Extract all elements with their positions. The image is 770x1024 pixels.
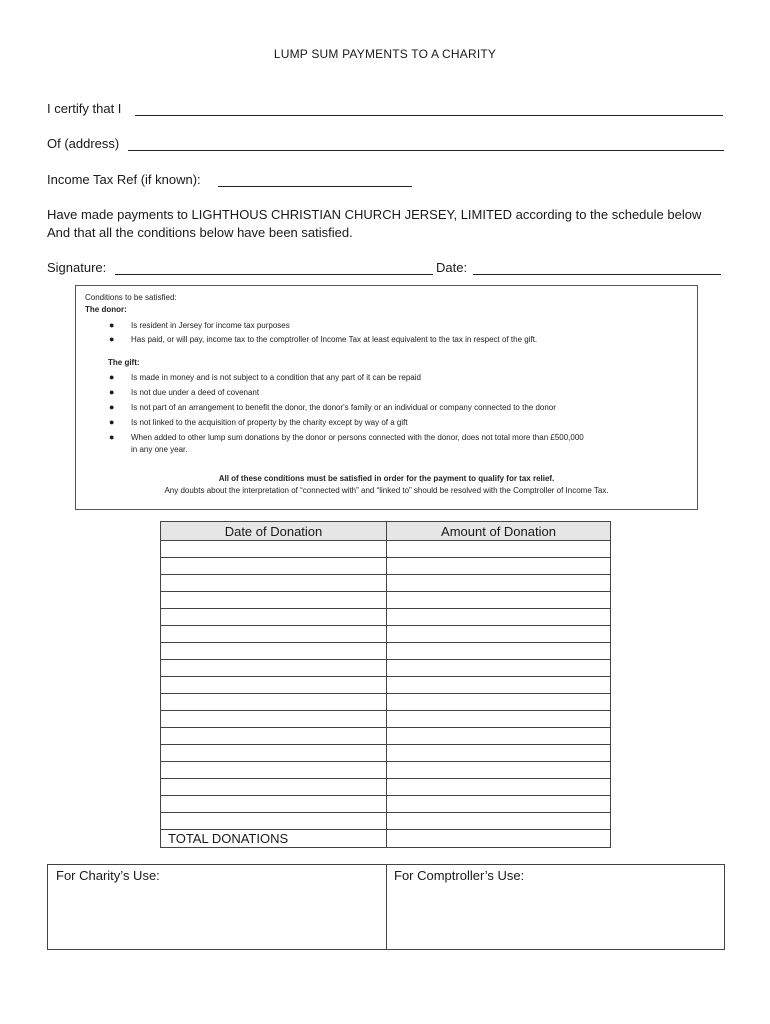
total-donations-label: TOTAL DONATIONS: [161, 830, 387, 848]
table-row: [161, 711, 611, 728]
donation-amount-cell[interactable]: [387, 711, 611, 728]
donation-date-cell[interactable]: [161, 541, 387, 558]
certify-label: I certify that I: [47, 101, 122, 116]
donation-date-cell[interactable]: [161, 575, 387, 592]
declaration-line-2: And that all the conditions below have been satisfied.: [47, 225, 353, 240]
table-row: [161, 626, 611, 643]
donation-date-cell[interactable]: [161, 813, 387, 830]
gift-condition-1: Is made in money and is not subject to a condition that any part of it can be repaid: [131, 373, 421, 382]
table-row: [161, 762, 611, 779]
table-row: [161, 643, 611, 660]
tax-ref-label: Income Tax Ref (if known):: [47, 172, 201, 187]
table-row: [161, 677, 611, 694]
donation-amount-cell[interactable]: [387, 745, 611, 762]
gift-condition-5-continued: in any one year.: [131, 445, 188, 454]
amount-of-donation-header: Amount of Donation: [387, 522, 611, 541]
table-row: [161, 541, 611, 558]
donation-date-cell[interactable]: [161, 660, 387, 677]
bullet-icon: ●: [109, 387, 115, 397]
comptroller-use-label: For Comptroller’s Use:: [394, 868, 525, 883]
date-field[interactable]: [473, 274, 721, 275]
bullet-icon: ●: [109, 334, 115, 344]
donation-amount-cell[interactable]: [387, 779, 611, 796]
donation-amount-cell[interactable]: [387, 728, 611, 745]
table-row: [161, 575, 611, 592]
total-donations-amount-cell[interactable]: [387, 830, 611, 848]
bullet-icon: ●: [109, 417, 115, 427]
total-row: [161, 830, 611, 848]
table-row: [161, 558, 611, 575]
table-row: [161, 592, 611, 609]
charity-use-label: For Charity’s Use:: [56, 868, 160, 883]
date-label: Date:: [436, 260, 468, 275]
donor-heading: The donor:: [85, 305, 127, 314]
donation-date-cell[interactable]: [161, 643, 387, 660]
donation-date-cell[interactable]: [161, 745, 387, 762]
form-title: LUMP SUM PAYMENTS TO A CHARITY: [273, 47, 497, 61]
donor-condition-2: Has paid, or will pay, income tax to the comptroller of Income Tax at least equivalent to the tax in respect of the gift.: [131, 335, 538, 344]
donation-date-cell[interactable]: [161, 592, 387, 609]
donation-amount-cell[interactable]: [387, 643, 611, 660]
donation-date-cell[interactable]: [161, 779, 387, 796]
conditions-heading: Conditions to be satisfied:: [85, 293, 177, 302]
table-row: [161, 728, 611, 745]
donations-table: [160, 521, 611, 848]
donation-date-cell[interactable]: [161, 762, 387, 779]
donation-amount-cell[interactable]: [387, 694, 611, 711]
table-row: [161, 779, 611, 796]
bullet-icon: ●: [109, 402, 115, 412]
conditions-box: [75, 285, 698, 510]
donation-amount-cell[interactable]: [387, 677, 611, 694]
address-label: Of (address): [47, 136, 120, 151]
conditions-note-bold: All of these conditions must be satisfied in order for the payment to qualify for tax relief.: [218, 474, 555, 483]
donation-amount-cell[interactable]: [387, 609, 611, 626]
declaration-line-1: Have made payments to LIGHTHOUS CHRISTIAN CHURCH JERSEY, LIMITED according to the schedule below: [47, 207, 702, 222]
table-row: [161, 694, 611, 711]
donation-date-cell[interactable]: [161, 796, 387, 813]
donation-amount-cell[interactable]: [387, 575, 611, 592]
conditions-note: Any doubts about the interpretation of “connected with” and “linked to” should be resolved with the Comptroller of Income Tax.: [164, 486, 609, 495]
donation-amount-cell[interactable]: [387, 813, 611, 830]
tax-ref-field[interactable]: [218, 186, 412, 187]
date-of-donation-header: Date of Donation: [161, 522, 387, 541]
table-row: [161, 609, 611, 626]
donation-amount-cell[interactable]: [387, 592, 611, 609]
donation-date-cell[interactable]: [161, 558, 387, 575]
donation-date-cell[interactable]: [161, 728, 387, 745]
gift-condition-5: When added to other lump sum donations by the donor or persons connected with the donor, does not total more than £500,000: [131, 433, 584, 442]
certify-name-field[interactable]: [135, 115, 723, 116]
donation-amount-cell[interactable]: [387, 762, 611, 779]
donor-condition-1: Is resident in Jersey for income tax purposes: [131, 321, 290, 330]
gift-condition-4: Is not linked to the acquisition of property by the charity except by way of a gift: [131, 418, 408, 427]
bullet-icon: ●: [109, 320, 115, 330]
gift-heading: The gift:: [108, 358, 140, 367]
donation-amount-cell[interactable]: [387, 541, 611, 558]
donation-date-cell[interactable]: [161, 626, 387, 643]
donation-amount-cell[interactable]: [387, 660, 611, 677]
donation-amount-cell[interactable]: [387, 558, 611, 575]
signature-field[interactable]: [115, 274, 433, 275]
donation-date-cell[interactable]: [161, 694, 387, 711]
use-box-divider: [386, 865, 387, 949]
gift-condition-2: Is not due under a deed of covenant: [131, 388, 260, 397]
donation-date-cell[interactable]: [161, 711, 387, 728]
bullet-icon: ●: [109, 432, 115, 442]
table-header-row: [161, 522, 611, 541]
table-row: [161, 660, 611, 677]
donation-date-cell[interactable]: [161, 609, 387, 626]
bullet-icon: ●: [109, 372, 115, 382]
official-use-box: [47, 864, 725, 950]
declaration: [47, 206, 737, 242]
table-row: [161, 745, 611, 762]
donation-amount-cell[interactable]: [387, 626, 611, 643]
donation-date-cell[interactable]: [161, 677, 387, 694]
table-row: [161, 796, 611, 813]
signature-label: Signature:: [47, 260, 107, 275]
table-row: [161, 813, 611, 830]
address-field[interactable]: [128, 150, 724, 151]
donation-amount-cell[interactable]: [387, 796, 611, 813]
gift-condition-3: Is not part of an arrangement to benefit the donor, the donor's family or an individual or company connected to the donor: [131, 403, 556, 412]
